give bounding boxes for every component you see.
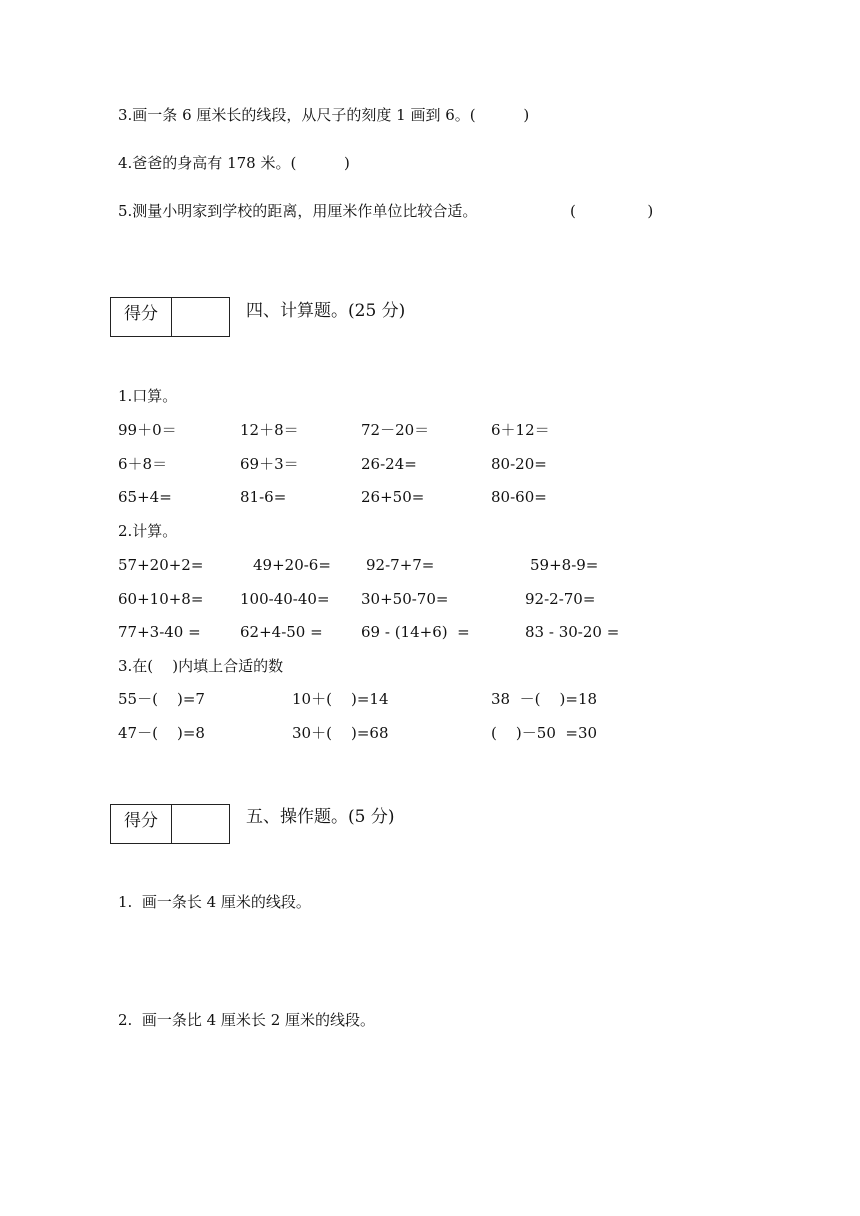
oral-item: 99＋0＝ [118,421,177,439]
part-1-title: 1.口算。 [118,387,178,405]
oral-item: 80-20= [491,455,547,473]
calc-item: 83 - 30-20 = [525,623,620,641]
oral-item: 69＋3＝ [240,455,299,473]
oral-item: 6＋12＝ [491,421,550,439]
oral-item: 65+4= [118,488,172,506]
fill-blank-item: ( )－50 =30 [491,724,598,742]
judge-question-3: 3.画一条 6 厘米长的线段，从尺子的刻度 1 画到 6。( ) [118,106,530,124]
score-label: 得分 [111,298,172,336]
score-entry-cell[interactable] [172,805,229,843]
score-entry-cell[interactable] [172,298,229,336]
part-2-title: 2.计算。 [118,522,178,540]
fill-blank-item: 55－( )=7 [118,690,205,708]
oral-item: 26+50= [361,488,425,506]
calc-item: 92-7+7= [366,556,435,574]
calc-item: 60+10+8= [118,590,204,608]
calc-item: 30+50-70= [361,590,449,608]
fill-blank-item: 10＋( )=14 [292,690,389,708]
score-box-section-5 [110,804,230,844]
fill-blank-item: 47－( )=8 [118,724,205,742]
judge-question-5: 5.测量小明家到学校的距离，用厘米作单位比较合适。 [118,202,478,220]
oral-item: 6＋8＝ [118,455,168,473]
judge-question-4: 4.爸爸的身高有 178 米。( ) [118,154,350,172]
operation-question-1: 1. 画一条长 4 厘米的线段。 [118,893,311,911]
calc-item: 49+20-6= [253,556,331,574]
operation-question-2: 2. 画一条比 4 厘米长 2 厘米的线段。 [118,1011,376,1029]
calc-item: 92-2-70= [525,590,596,608]
score-box-section-4 [110,297,230,337]
section-5-title: 五、操作题。(5 分) [246,807,395,827]
calc-item: 59+8-9= [530,556,599,574]
oral-item: 80-60= [491,488,547,506]
part-3-title: 3.在( )内填上合适的数 [118,657,284,675]
oral-item: 72－20＝ [361,421,430,439]
oral-item: 81-6= [240,488,287,506]
fill-blank-item: 38 －( )=18 [491,690,598,708]
calc-item: 57+20+2= [118,556,204,574]
calc-item: 77+3-40 = [118,623,201,641]
calc-item: 100-40-40= [240,590,330,608]
judge-question-5-answer: ( ) [570,202,654,220]
oral-item: 26-24= [361,455,417,473]
section-4-title: 四、计算题。(25 分) [246,301,406,321]
calc-item: 69 - (14+6) = [361,623,470,641]
calc-item: 62+4-50 = [240,623,323,641]
fill-blank-item: 30＋( )=68 [292,724,389,742]
oral-item: 12＋8＝ [240,421,299,439]
score-label: 得分 [111,805,172,843]
